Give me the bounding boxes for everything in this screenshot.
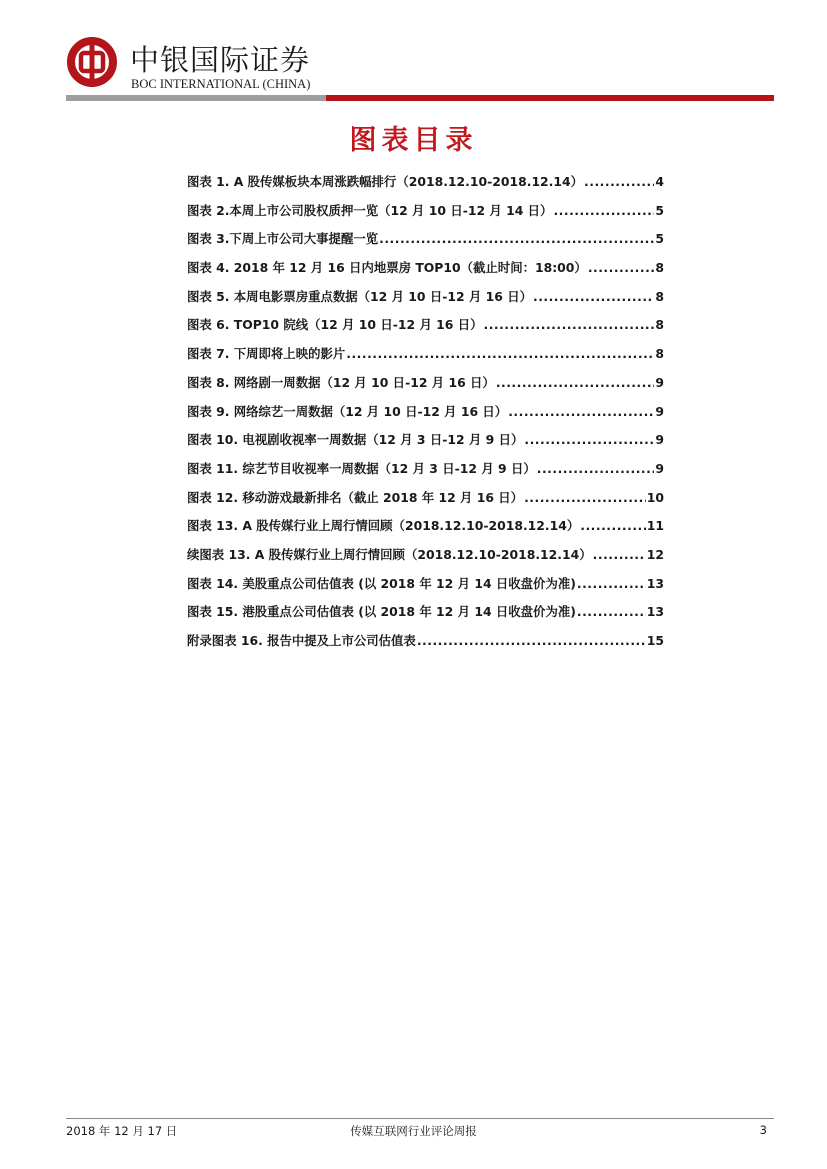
toc-entry[interactable] xyxy=(187,602,664,631)
toc-entry-page: 8 xyxy=(655,260,664,276)
footer-report-title: 传媒互联网行业评论周报 xyxy=(350,1124,477,1138)
toc-entry-label: 图表 9. 网络综艺一周数据（12 月 10 日-12 月 16 日） xyxy=(187,403,508,419)
toc-entry-page: 13 xyxy=(646,604,664,620)
toc-entry-label: 图表 3.下周上市公司大事提醒一览 xyxy=(187,231,379,247)
brand-name-cn: 中银国际证券 xyxy=(130,43,311,77)
toc-dot-leader xyxy=(588,260,655,275)
toc-entry-page: 4 xyxy=(655,174,664,189)
toc-entry-label: 图表 12. 移动游戏最新排名（截止 2018 年 12 月 16 日） xyxy=(187,489,524,505)
toc-entry-page: 12 xyxy=(646,546,664,562)
toc-dot-leader xyxy=(508,404,654,419)
toc-entry-label: 图表 2.本周上市公司股权质押一览（12 月 10 日-12 月 14 日） xyxy=(187,202,553,218)
toc-dot-leader xyxy=(533,289,654,304)
footer-page-number: 3 xyxy=(759,1123,767,1137)
brand-name-en: BOC INTERNATIONAL (CHINA) xyxy=(131,77,311,91)
toc-entry[interactable] xyxy=(187,488,664,517)
toc-list xyxy=(187,172,664,660)
toc-entry-label: 续图表 13. A 股传媒行业上周行情回顾（2018.12.10-2018.12.14） xyxy=(187,546,592,562)
toc-entry[interactable] xyxy=(187,287,664,316)
toc-dot-leader xyxy=(524,490,646,505)
toc-entry[interactable] xyxy=(187,459,664,488)
toc-dot-leader xyxy=(593,547,646,562)
toc-entry-label: 图表 11. 综艺节目收视率一周数据（12 月 3 日-12 月 9 日） xyxy=(187,460,536,476)
toc-entry-page: 9 xyxy=(655,432,664,448)
boc-logo-icon xyxy=(66,36,118,88)
footer-rule xyxy=(66,1118,774,1119)
toc-entry[interactable] xyxy=(187,172,664,201)
toc-dot-leader xyxy=(346,346,654,361)
toc-entry[interactable] xyxy=(187,373,664,402)
toc-entry-page: 5 xyxy=(655,202,664,218)
toc-dot-leader xyxy=(577,576,646,591)
toc-entry-page: 8 xyxy=(655,288,664,304)
toc-entry[interactable] xyxy=(187,545,664,574)
toc-entry-page: 10 xyxy=(646,489,664,505)
toc-entry-label: 图表 5. 本周电影票房重点数据（12 月 10 日-12 月 16 日） xyxy=(187,288,532,304)
toc-entry-page: 9 xyxy=(655,403,664,419)
toc-entry-page: 5 xyxy=(655,231,664,247)
header-rule-red xyxy=(326,95,774,101)
toc-entry[interactable] xyxy=(187,315,664,344)
toc-entry-label: 图表 1. A 股传媒板块本周涨跌幅排行（2018.12.10-2018.12.14） xyxy=(187,174,584,189)
toc-dot-leader xyxy=(537,461,655,476)
toc-entry-page: 8 xyxy=(655,317,664,333)
toc-entry-label: 图表 6. TOP10 院线（12 月 10 日-12 月 16 日） xyxy=(187,317,483,333)
toc-entry-label: 图表 4. 2018 年 12 月 16 日内地票房 TOP10（截止时间：18:00） xyxy=(187,260,587,276)
toc-dot-leader xyxy=(580,518,645,533)
toc-dot-leader xyxy=(553,203,654,218)
toc-entry-label: 图表 8. 网络剧一周数据（12 月 10 日-12 月 16 日） xyxy=(187,374,495,390)
toc-entry-label: 图表 15. 港股重点公司估值表 (以 2018 年 12 月 14 日收盘价为准) xyxy=(187,604,576,620)
toc-entry-label: 图表 7. 下周即将上映的影片 xyxy=(187,346,346,362)
toc-entry-page: 13 xyxy=(646,575,664,591)
toc-entry[interactable] xyxy=(187,402,664,431)
toc-entry[interactable] xyxy=(187,631,664,660)
toc-entry[interactable] xyxy=(187,344,664,373)
toc-entry[interactable] xyxy=(187,574,664,603)
toc-entry[interactable] xyxy=(187,516,664,545)
toc-dot-leader xyxy=(577,604,646,619)
toc-entry-page: 15 xyxy=(646,633,664,648)
toc-entry-label: 图表 14. 美股重点公司估值表 (以 2018 年 12 月 14 日收盘价为准) xyxy=(187,575,576,591)
toc-entry-label: 图表 13. A 股传媒行业上周行情回顾（2018.12.10-2018.12.14） xyxy=(187,518,580,534)
toc-dot-leader xyxy=(496,375,655,390)
report-header xyxy=(66,36,774,102)
toc-dot-leader xyxy=(584,174,654,189)
toc-entry-page: 9 xyxy=(655,460,664,476)
toc-entry-page: 11 xyxy=(646,518,664,534)
toc-title: 图表目录 xyxy=(349,125,478,156)
toc-entry[interactable] xyxy=(187,258,664,287)
toc-entry[interactable] xyxy=(187,229,664,258)
footer-date: 2018 年 12 月 17 日 xyxy=(66,1124,178,1138)
toc-entry-page: 9 xyxy=(655,374,664,390)
toc-dot-leader xyxy=(483,317,654,332)
toc-entry[interactable] xyxy=(187,201,664,230)
toc-entry[interactable] xyxy=(187,430,664,459)
toc-entry-page: 8 xyxy=(655,346,664,362)
toc-entry-label: 图表 10. 电视剧收视率一周数据（12 月 3 日-12 月 9 日） xyxy=(187,432,524,448)
header-rule-gray xyxy=(66,95,326,101)
toc-dot-leader xyxy=(524,432,654,447)
toc-dot-leader xyxy=(379,231,654,246)
toc-entry-label: 附录图表 16. 报告中提及上市公司估值表 xyxy=(187,633,416,648)
toc-dot-leader xyxy=(417,633,646,648)
